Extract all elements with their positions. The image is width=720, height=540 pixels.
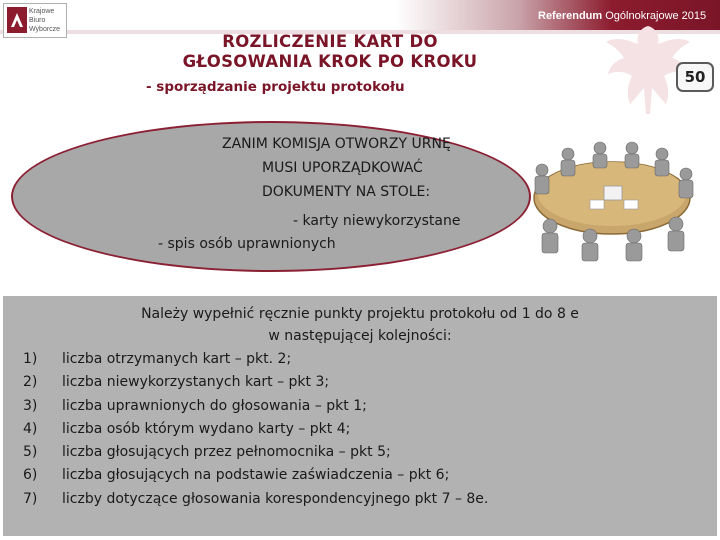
panel-heading-line-1: Należy wypełnić ręcznie punkty projektu protokołu od 1 do 8 e — [141, 306, 579, 322]
logo-text — [29, 7, 60, 34]
eagle-logo-icon — [7, 7, 27, 33]
slide-subtitle: - sporządzanie projektu protokołu — [146, 79, 405, 95]
item-text: liczba uprawnionych do głosowania – pkt 1; — [62, 397, 367, 414]
callout-line-3: DOKUMENTY NA STOLE: — [262, 184, 431, 200]
item-number: 5) — [23, 444, 38, 461]
callout-line-1: ZANIM KOMISJA OTWORZY URNĘ — [222, 136, 451, 152]
item-text: liczba osób którym wydano karty – pkt 4; — [62, 420, 351, 437]
title-line-1: ROZLICZENIE KART DO — [222, 32, 438, 51]
callout-item-2: - spis osób uprawnionych — [158, 236, 336, 252]
meeting-table-illustration — [520, 130, 700, 262]
banner-bold: Referendum — [538, 10, 603, 22]
item-text: liczby dotyczące głosowania korespondencyjnego pkt 7 – 8e. — [62, 490, 489, 507]
slide-number-badge: 50 — [676, 62, 714, 92]
list-item — [23, 418, 488, 441]
callout-line-2: MUSI UPORZĄDKOWAĆ — [262, 160, 423, 176]
list-item — [23, 348, 488, 371]
item-number: 6) — [23, 467, 38, 484]
item-text: liczba głosujących przez pełnomocnika – pkt 5; — [62, 444, 391, 461]
list-item — [23, 441, 488, 464]
item-number: 3) — [23, 397, 38, 414]
item-text: liczba niewykorzystanych kart – pkt 3; — [62, 374, 330, 391]
instructions-panel — [3, 296, 717, 536]
logo-line: Biuro — [29, 17, 46, 24]
item-number: 2) — [23, 374, 38, 391]
kbw-logo — [3, 3, 67, 38]
banner-light: Ogólnokrajowe 2015 — [605, 10, 707, 22]
list-item — [23, 464, 488, 487]
title-line-2: GŁOSOWANIA KROK PO KROKU — [182, 52, 478, 71]
callout-item-1: - karty niewykorzystane — [293, 213, 461, 229]
item-number: 4) — [23, 420, 38, 437]
item-text: liczba otrzymanych kart – pkt. 2; — [62, 351, 292, 367]
item-text: liczba głosujących na podstawie zaświadczenia – pkt 6; — [62, 467, 450, 484]
logo-line: Krajowe — [29, 8, 55, 15]
slide-title — [120, 32, 540, 72]
list-item — [23, 371, 488, 394]
logo-line: Wyborcze — [29, 26, 61, 33]
list-item — [23, 488, 488, 511]
panel-heading-line-2: w następującej kolejności: — [268, 328, 452, 344]
steps-list — [23, 348, 488, 511]
list-item — [23, 395, 488, 418]
item-number: 1) — [23, 351, 38, 367]
item-number: 7) — [23, 490, 38, 507]
